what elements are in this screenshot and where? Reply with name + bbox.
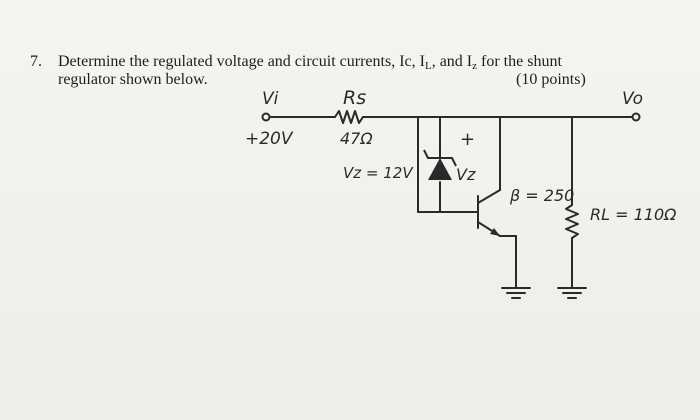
- question-text-part1: Determine the regulated voltage and circuit currents, Ic, I: [58, 53, 425, 70]
- vi-label: Vi: [262, 89, 279, 109]
- vo-label: Vo: [622, 89, 644, 109]
- vz-value-label: Vz = 12V: [343, 164, 413, 182]
- question-number: 7.: [30, 53, 42, 70]
- subscript-z: z: [472, 60, 478, 72]
- transistor-collector: [478, 190, 500, 203]
- output-terminal: [633, 114, 640, 121]
- subscript-l: L: [424, 60, 432, 72]
- input-voltage-label: +20V: [245, 129, 293, 149]
- question-text-part3: for the shunt: [477, 53, 562, 70]
- rs-label: Rs: [343, 87, 367, 109]
- question-text-part2: , and I: [431, 53, 473, 70]
- rl-label: RL = 110Ω: [590, 205, 677, 224]
- emitter-arrow-icon: [490, 228, 500, 236]
- rs-value-label: 47Ω: [340, 129, 373, 148]
- vz-marker-label: Vz: [456, 165, 476, 184]
- vz-polarity-label: +: [460, 129, 476, 150]
- beta-label: β = 250: [510, 186, 575, 205]
- rl-resistor: [566, 205, 578, 238]
- points-label: (10 points): [516, 71, 586, 88]
- input-terminal: [263, 114, 270, 121]
- rs-resistor: [335, 111, 363, 123]
- question-text-line2: regulator shown below.: [58, 71, 208, 88]
- zener-diode-icon: [428, 158, 452, 180]
